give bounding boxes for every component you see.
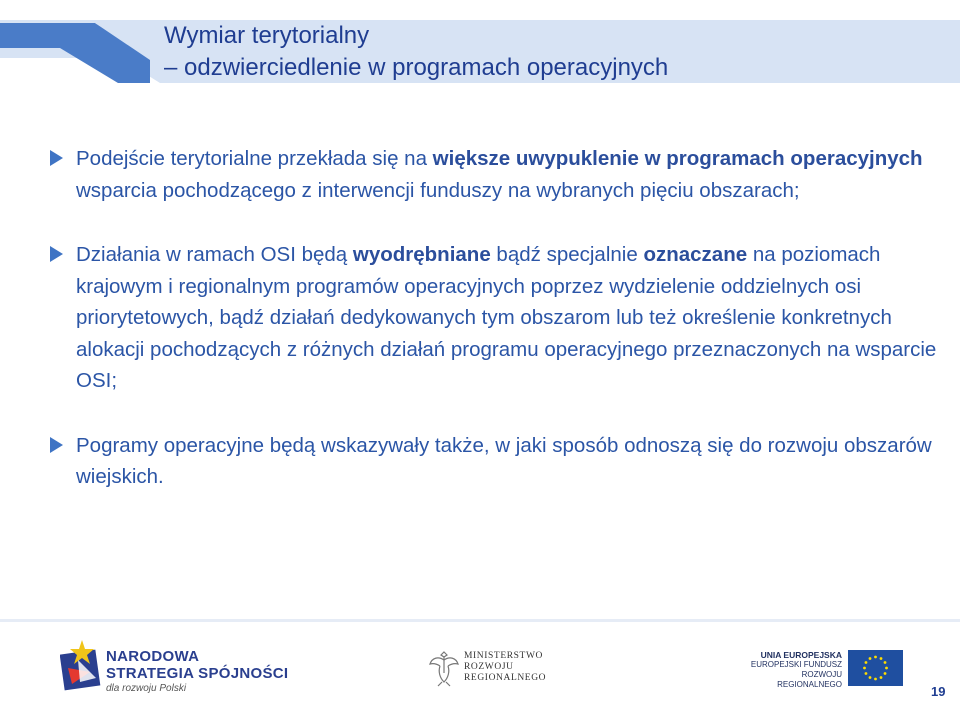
eu-logo-line: UNIA EUROPEJSKA: [760, 650, 842, 660]
eu-logo-line: ROZWOJU REGIONALNEGO: [777, 670, 842, 689]
nss-logo-text: [106, 648, 288, 694]
eu-star-icon: [880, 676, 883, 679]
eu-star-icon: [863, 667, 866, 670]
play-arrow-icon: [50, 246, 63, 262]
eu-star-icon: [880, 657, 883, 660]
nss-logo-line: NARODOWA: [106, 648, 200, 665]
eu-star-icon: [869, 657, 872, 660]
eu-star-icon: [884, 672, 887, 675]
ministry-logo-line: ROZWOJU: [464, 662, 514, 672]
page-number: 19: [931, 684, 946, 699]
play-arrow-icon: [50, 150, 63, 166]
eu-star-icon: [865, 661, 868, 664]
bullet-list: [50, 143, 940, 493]
eu-star-icon: [869, 676, 872, 679]
bullet-text-segment: Podejście terytorialne przekłada się na: [76, 147, 433, 170]
footer-divider: [0, 619, 960, 622]
star-emblem-icon: [60, 638, 102, 692]
bullet-text-emphasis: wyodrębniane: [352, 243, 491, 266]
bullet-text-segment: Pogramy operacyjne będą wskazywały także, w jaki sposób odnoszą się do rozwoju obszarów wiejskich.: [76, 433, 932, 488]
ministry-logo-line: REGIONALNEGO: [464, 673, 547, 683]
bullet-item-3: [50, 430, 940, 493]
nss-logo-line: STRATEGIA SPÓJNOŚCI: [106, 665, 289, 682]
eu-flag-icon: [848, 650, 903, 686]
eu-logo-text: [740, 650, 842, 690]
eu-star-icon: [874, 656, 877, 659]
eu-star-icon: [885, 667, 888, 670]
play-arrow-icon: [50, 437, 63, 453]
eu-star-icon: [884, 661, 887, 664]
bullet-item-2: [50, 239, 940, 397]
eu-star-icon: [865, 672, 868, 675]
ministry-logo-line: MINISTERSTWO: [464, 651, 543, 661]
bullet-text-segment: wsparcia pochodzącego z interwencji funduszy na wybranych pięciu obszarach;: [76, 178, 800, 202]
bullet-text-segment: Działania w ramach OSI będą: [76, 243, 353, 266]
bullet-text-segment: na poziomach krajowym i regionalnym programów operacyjnych poprzez wydzielenie oddzielnych osi priorytetowych, bądź działań dedykowanych tym obszarom lub też określenie konkretnych alokacji pochodzących z różnych działań programu operacyjnego przeznaczonych na wsparcie OSI;: [76, 243, 937, 392]
bullet-text-emphasis: oznaczane: [643, 243, 748, 266]
ministry-logo-text: [464, 651, 546, 684]
bullet-text-segment: bądź specjalnie: [490, 243, 644, 266]
eu-logo-line: EUROPEJSKI FUNDUSZ: [750, 660, 842, 669]
page-subtitle: – odzwierciedlenie w programach operacyjnych: [164, 54, 669, 81]
bullet-text-emphasis: większe uwypuklenie w programach operacyjnych: [432, 147, 923, 170]
eu-star-icon: [874, 678, 877, 681]
bullet-item-1: [50, 143, 940, 206]
nss-logo-tagline: dla rozwoju Polski: [106, 683, 187, 694]
page-title: Wymiar terytorialny: [164, 22, 370, 49]
polish-eagle-icon: [428, 648, 460, 688]
